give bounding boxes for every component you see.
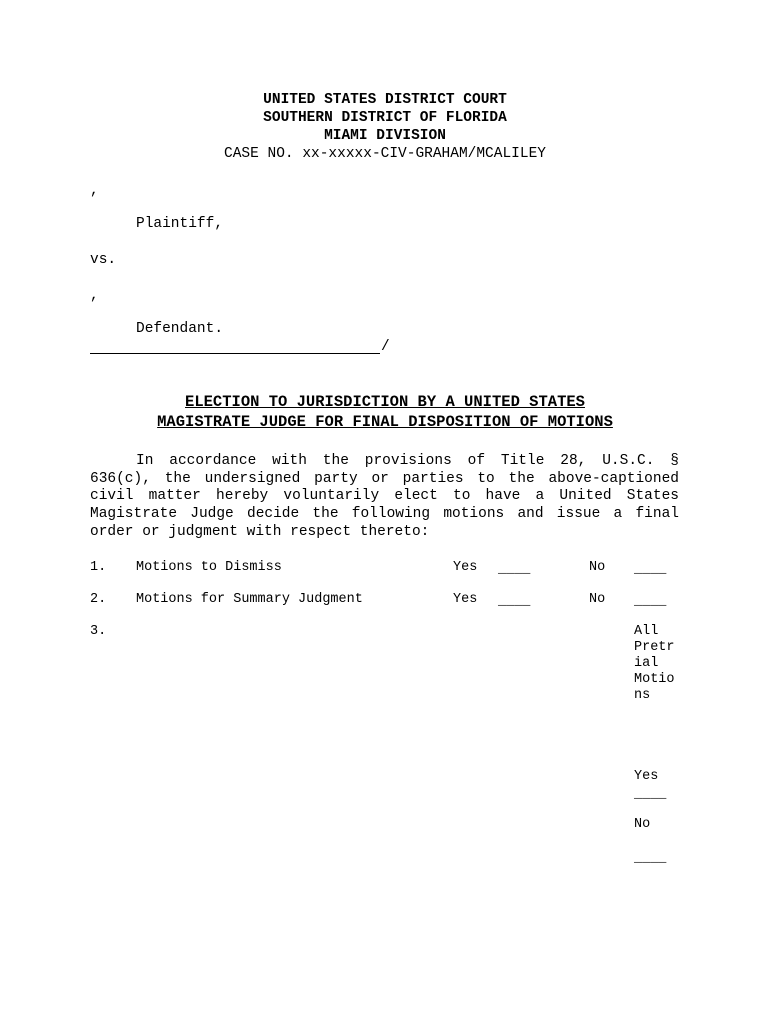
motion-label-part: Motio — [634, 672, 675, 687]
defendant-name: , — [90, 288, 99, 304]
court-name: UNITED STATES DISTRICT COURT — [263, 92, 507, 108]
district-name: SOUTHERN DISTRICT OF FLORIDA — [263, 110, 507, 126]
no-label: No — [589, 560, 606, 575]
motion-label-part: ns — [634, 688, 651, 703]
yes-label: Yes — [634, 769, 659, 784]
yes-label: Yes — [453, 592, 478, 607]
caption-rule-end: / — [381, 339, 390, 355]
motion-number: 3. — [90, 624, 107, 639]
motion-label: Motions to Dismiss — [136, 560, 282, 575]
no-blank[interactable]: ____ — [634, 594, 667, 609]
motion-label-part: All — [634, 624, 659, 639]
yes-blank[interactable]: ____ — [498, 562, 531, 577]
motion-label-part: ial — [634, 656, 659, 671]
case-number: CASE NO. xx-xxxxx-CIV-GRAHAM/MCALILEY — [224, 146, 546, 162]
plaintiff-name: , — [90, 183, 99, 199]
versus-label: vs. — [90, 252, 117, 268]
yes-blank[interactable]: ____ — [498, 594, 531, 609]
document-title-line1: ELECTION TO JURISDICTION BY A UNITED STATES — [185, 393, 585, 411]
no-blank[interactable]: ____ — [634, 851, 667, 866]
no-label: No — [634, 817, 651, 832]
caption-rule — [90, 353, 380, 354]
defendant-label: Defendant. — [136, 321, 224, 337]
motion-label-part: Pretr — [634, 640, 675, 655]
plaintiff-label: Plaintiff, — [136, 216, 224, 232]
motion-number: 2. — [90, 592, 107, 607]
yes-label: Yes — [453, 560, 478, 575]
motion-label: Motions for Summary Judgment — [136, 592, 363, 607]
no-blank[interactable]: ____ — [634, 562, 667, 577]
yes-blank[interactable]: ____ — [634, 787, 667, 802]
no-label: No — [589, 592, 606, 607]
motion-number: 1. — [90, 560, 107, 575]
election-paragraph: In accordance with the provisions of Title 28, U.S.C. § 636(c), the undersigned party or parties to the above-captioned civil matter hereby voluntarily elect to have a United States Magistrate Judge decide the following motions and issue a final order or judgment with respect thereto: — [90, 453, 679, 540]
document-title-line2: MAGISTRATE JUDGE FOR FINAL DISPOSITION OF MOTIONS — [157, 413, 613, 431]
division-name: MIAMI DIVISION — [324, 128, 446, 144]
